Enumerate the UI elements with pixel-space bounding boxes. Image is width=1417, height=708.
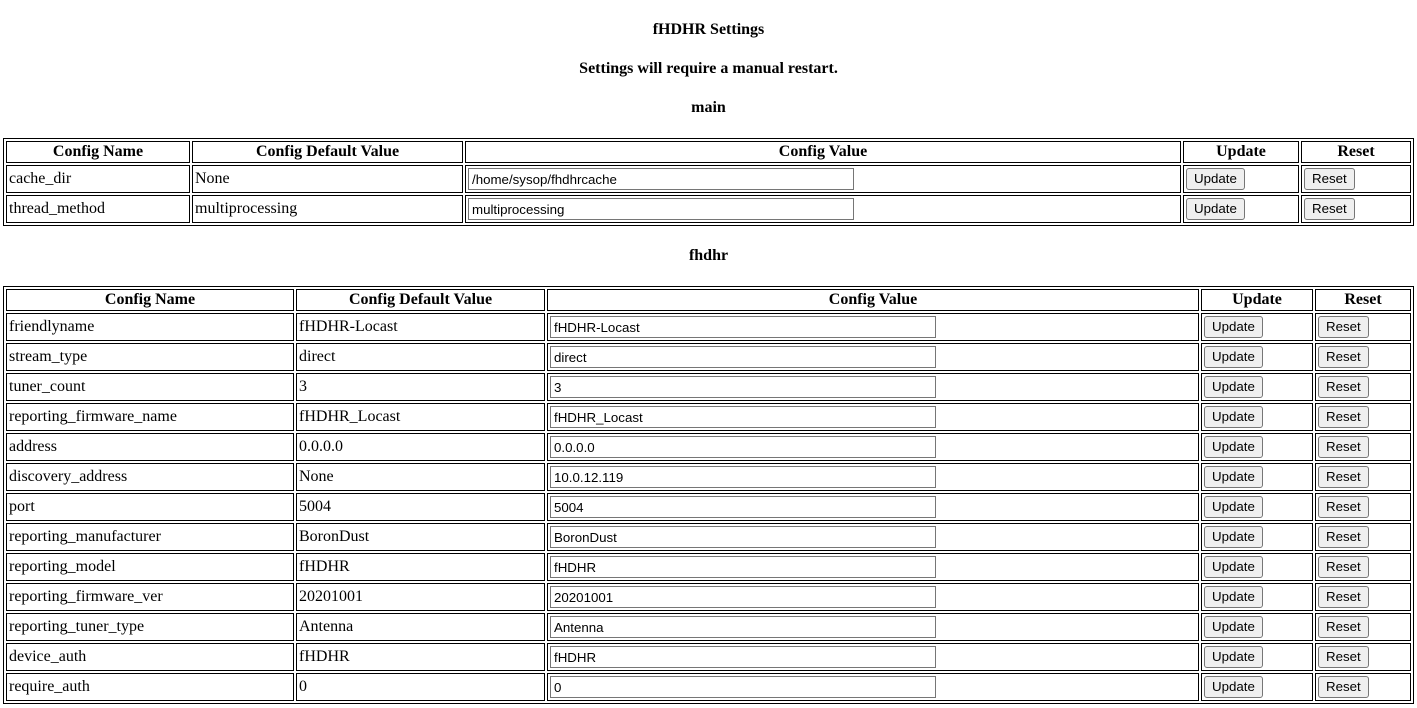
update-cell	[1201, 673, 1313, 701]
update-cell	[1201, 463, 1313, 491]
table-header-row	[6, 289, 1411, 311]
config-row	[6, 493, 1411, 521]
reset-button[interactable]: Reset	[1304, 168, 1355, 190]
reset-cell	[1315, 313, 1411, 341]
column-header-config-name: Config Name	[6, 289, 294, 311]
reset-cell	[1315, 403, 1411, 431]
config-default-value-cell: multiprocessing	[192, 195, 463, 223]
column-header-config-default-value: Config Default Value	[192, 141, 463, 163]
reset-cell	[1301, 195, 1411, 223]
update-button[interactable]: Update	[1204, 316, 1263, 338]
reset-button[interactable]: Reset	[1318, 586, 1369, 608]
config-default-value-cell: 0	[296, 673, 545, 701]
column-header-config-value: Config Value	[465, 141, 1181, 163]
config-table-main	[3, 138, 1414, 226]
config-default-value-cell: direct	[296, 343, 545, 371]
config-row	[6, 643, 1411, 671]
update-button[interactable]: Update	[1204, 676, 1263, 698]
column-header-update: Update	[1201, 289, 1313, 311]
reset-cell	[1315, 343, 1411, 371]
update-button[interactable]: Update	[1204, 496, 1263, 518]
page-subtitle: Settings will require a manual restart.	[579, 60, 838, 77]
config-name-cell: device_auth	[6, 643, 294, 671]
update-button[interactable]: Update	[1204, 406, 1263, 428]
config-default-value-cell: Antenna	[296, 613, 545, 641]
config-row	[6, 583, 1411, 611]
config-value-cell	[547, 673, 1199, 701]
column-header-reset: Reset	[1315, 289, 1411, 311]
config-value-input[interactable]	[550, 436, 936, 458]
reset-button[interactable]: Reset	[1318, 676, 1369, 698]
reset-button[interactable]: Reset	[1318, 316, 1369, 338]
reset-cell	[1315, 463, 1411, 491]
config-value-input[interactable]	[550, 466, 936, 488]
update-button[interactable]: Update	[1204, 616, 1263, 638]
update-cell	[1201, 433, 1313, 461]
config-row	[6, 523, 1411, 551]
config-value-input[interactable]	[550, 646, 936, 668]
column-header-config-default-value: Config Default Value	[296, 289, 545, 311]
config-default-value-cell: 3	[296, 373, 545, 401]
update-button[interactable]: Update	[1204, 346, 1263, 368]
config-row	[6, 673, 1411, 701]
update-cell	[1201, 343, 1313, 371]
reset-button[interactable]: Reset	[1318, 406, 1369, 428]
reset-button[interactable]: Reset	[1318, 496, 1369, 518]
reset-button[interactable]: Reset	[1318, 526, 1369, 548]
config-value-input[interactable]	[550, 346, 936, 368]
update-cell	[1201, 643, 1313, 671]
config-value-cell	[547, 343, 1199, 371]
update-cell	[1201, 313, 1313, 341]
section-heading-fhdhr: fhdhr	[688, 247, 729, 264]
update-button[interactable]: Update	[1204, 436, 1263, 458]
config-value-input[interactable]	[550, 376, 936, 398]
reset-cell	[1315, 373, 1411, 401]
column-header-update: Update	[1183, 141, 1299, 163]
update-cell	[1201, 523, 1313, 551]
config-name-cell: require_auth	[6, 673, 294, 701]
config-value-cell	[547, 523, 1199, 551]
update-button[interactable]: Update	[1186, 168, 1245, 190]
config-default-value-cell: 5004	[296, 493, 545, 521]
config-row	[6, 433, 1411, 461]
reset-cell	[1315, 583, 1411, 611]
column-header-reset: Reset	[1301, 141, 1411, 163]
config-value-cell	[547, 643, 1199, 671]
column-header-config-name: Config Name	[6, 141, 190, 163]
reset-button[interactable]: Reset	[1304, 198, 1355, 220]
config-value-input[interactable]	[550, 406, 936, 428]
reset-cell	[1315, 433, 1411, 461]
update-cell	[1201, 583, 1313, 611]
update-cell	[1183, 195, 1299, 223]
config-value-cell	[547, 613, 1199, 641]
reset-button[interactable]: Reset	[1318, 436, 1369, 458]
config-row	[6, 553, 1411, 581]
config-default-value-cell: 0.0.0.0	[296, 433, 545, 461]
reset-cell	[1315, 643, 1411, 671]
config-value-cell	[547, 463, 1199, 491]
config-row	[6, 195, 1411, 223]
config-name-cell: thread_method	[6, 195, 190, 223]
config-value-cell	[547, 493, 1199, 521]
config-value-cell	[465, 195, 1181, 223]
update-button[interactable]: Update	[1204, 556, 1263, 578]
settings-sections	[3, 99, 1414, 704]
update-cell	[1183, 165, 1299, 193]
reset-cell	[1315, 493, 1411, 521]
config-default-value-cell: fHDHR-Locast	[296, 313, 545, 341]
config-row	[6, 343, 1411, 371]
config-value-input[interactable]	[550, 526, 936, 548]
config-default-value-cell: 20201001	[296, 583, 545, 611]
reset-button[interactable]: Reset	[1318, 466, 1369, 488]
reset-button[interactable]: Reset	[1318, 376, 1369, 398]
config-value-input[interactable]	[468, 168, 854, 190]
reset-button[interactable]: Reset	[1318, 556, 1369, 578]
config-name-cell: tuner_count	[6, 373, 294, 401]
config-value-cell	[465, 165, 1181, 193]
reset-button[interactable]: Reset	[1318, 616, 1369, 638]
update-button[interactable]: Update	[1204, 466, 1263, 488]
config-value-input[interactable]	[550, 676, 936, 698]
config-value-input[interactable]	[550, 496, 936, 518]
config-value-cell	[547, 313, 1199, 341]
update-button[interactable]: Update	[1186, 198, 1245, 220]
page-title: fHDHR Settings	[652, 21, 765, 38]
update-cell	[1201, 553, 1313, 581]
config-default-value-cell: BoronDust	[296, 523, 545, 551]
config-name-cell: friendlyname	[6, 313, 294, 341]
config-row	[6, 313, 1411, 341]
reset-cell	[1315, 523, 1411, 551]
update-cell	[1201, 403, 1313, 431]
config-name-cell: reporting_firmware_ver	[6, 583, 294, 611]
reset-cell	[1315, 673, 1411, 701]
update-cell	[1201, 493, 1313, 521]
config-default-value-cell: fHDHR	[296, 553, 545, 581]
config-table-fhdhr	[3, 286, 1414, 704]
config-name-cell: discovery_address	[6, 463, 294, 491]
config-name-cell: reporting_firmware_name	[6, 403, 294, 431]
table-header-row	[6, 141, 1411, 163]
config-value-input[interactable]	[550, 316, 936, 338]
config-row	[6, 613, 1411, 641]
config-name-cell: stream_type	[6, 343, 294, 371]
config-name-cell: address	[6, 433, 294, 461]
config-row	[6, 403, 1411, 431]
reset-cell	[1315, 553, 1411, 581]
reset-button[interactable]: Reset	[1318, 346, 1369, 368]
update-cell	[1201, 613, 1313, 641]
reset-cell	[1315, 613, 1411, 641]
config-name-cell: reporting_model	[6, 553, 294, 581]
config-row	[6, 165, 1411, 193]
config-name-cell: reporting_tuner_type	[6, 613, 294, 641]
config-default-value-cell: None	[296, 463, 545, 491]
config-value-input[interactable]	[550, 556, 936, 578]
update-button[interactable]: Update	[1204, 586, 1263, 608]
config-value-cell	[547, 403, 1199, 431]
config-name-cell: port	[6, 493, 294, 521]
config-value-input[interactable]	[550, 616, 936, 638]
reset-button[interactable]: Reset	[1318, 646, 1369, 668]
update-button[interactable]: Update	[1204, 526, 1263, 548]
section-heading-main: main	[691, 99, 726, 116]
update-button[interactable]: Update	[1204, 376, 1263, 398]
config-default-value-cell: fHDHR	[296, 643, 545, 671]
config-value-cell	[547, 583, 1199, 611]
update-button[interactable]: Update	[1204, 646, 1263, 668]
config-default-value-cell: fHDHR_Locast	[296, 403, 545, 431]
config-name-cell: cache_dir	[6, 165, 190, 193]
config-value-input[interactable]	[550, 586, 936, 608]
config-value-cell	[547, 553, 1199, 581]
update-cell	[1201, 373, 1313, 401]
config-default-value-cell: None	[192, 165, 463, 193]
reset-cell	[1301, 165, 1411, 193]
config-value-cell	[547, 373, 1199, 401]
config-row	[6, 373, 1411, 401]
column-header-config-value: Config Value	[547, 289, 1199, 311]
config-value-cell	[547, 433, 1199, 461]
config-value-input[interactable]	[468, 198, 854, 220]
config-name-cell: reporting_manufacturer	[6, 523, 294, 551]
config-row	[6, 463, 1411, 491]
